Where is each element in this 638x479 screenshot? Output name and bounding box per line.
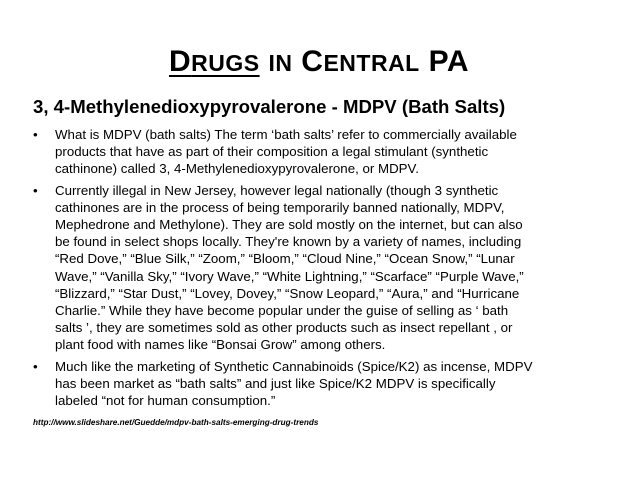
- bullet-list: [33, 126, 623, 413]
- bullet-marker: •: [33, 182, 38, 198]
- title-word-pa: PA: [428, 45, 470, 78]
- title-word-central: CENTRAL: [301, 45, 420, 78]
- bullet-text: Currently illegal in New Jersey, however legal nationally (though 3 synthetic cathinones are in the process of being temporarily banned nationally, MDPV, Mephedrone and Methylone). They are sold mostly on the internet, but can also be found in select shops locally. They're known by a variety of names, including “Red Dove,” “Blue Silk,” “Zoom,” “Bloom,” “Cloud Nine,” “Ocean Snow,” “Lunar Wave,” “Vanilla Sky,” “Ivory Wave,” “White Lightning,” “Scarface” “Purple Wave,” “Blizzard,” “Star Dust,” “Lovey, Dovey,” “Snow Leopard,” “Aura,” and “Hurricane Charlie.” While they have become popular under the guise of selling as ‘ bath salts ’, they are sometimes sold as other products such as insect repellant , or plant food with names like “Bonsai Grow” among others.: [55, 182, 524, 353]
- slide-title: [0, 44, 638, 81]
- slide-subtitle: 3, 4-Methylenedioxypyrovalerone - MDPV (Bath Salts): [33, 96, 506, 117]
- bullet-item: [33, 358, 623, 410]
- bullet-marker: •: [33, 358, 38, 374]
- title-word-in: IN: [268, 50, 293, 76]
- bullet-marker: •: [33, 127, 38, 142]
- title-word-drugs: DRUGS: [168, 45, 260, 78]
- bullet-item: [33, 182, 623, 354]
- bullet-text: What is MDPV (bath salts) The term ‘bath salts’ refer to commercially available products that have as part of their composition a legal stimulant (synthetic cathinone) called 3, 4-Methylenedioxypyrovalerone, or MDPV.: [55, 127, 517, 177]
- bullet-text: Much like the marketing of Synthetic Cannabinoids (Spice/K2) as incense, MDPV has been market as “bath salts” and just like Spice/K2 MDPV is specifically labeled “not for human consumption.”: [55, 358, 533, 409]
- source-link[interactable]: http://www.slideshare.net/Guedde/mdpv-bath-salts-emerging-drug-trends: [33, 418, 319, 427]
- bullet-item: [33, 126, 623, 178]
